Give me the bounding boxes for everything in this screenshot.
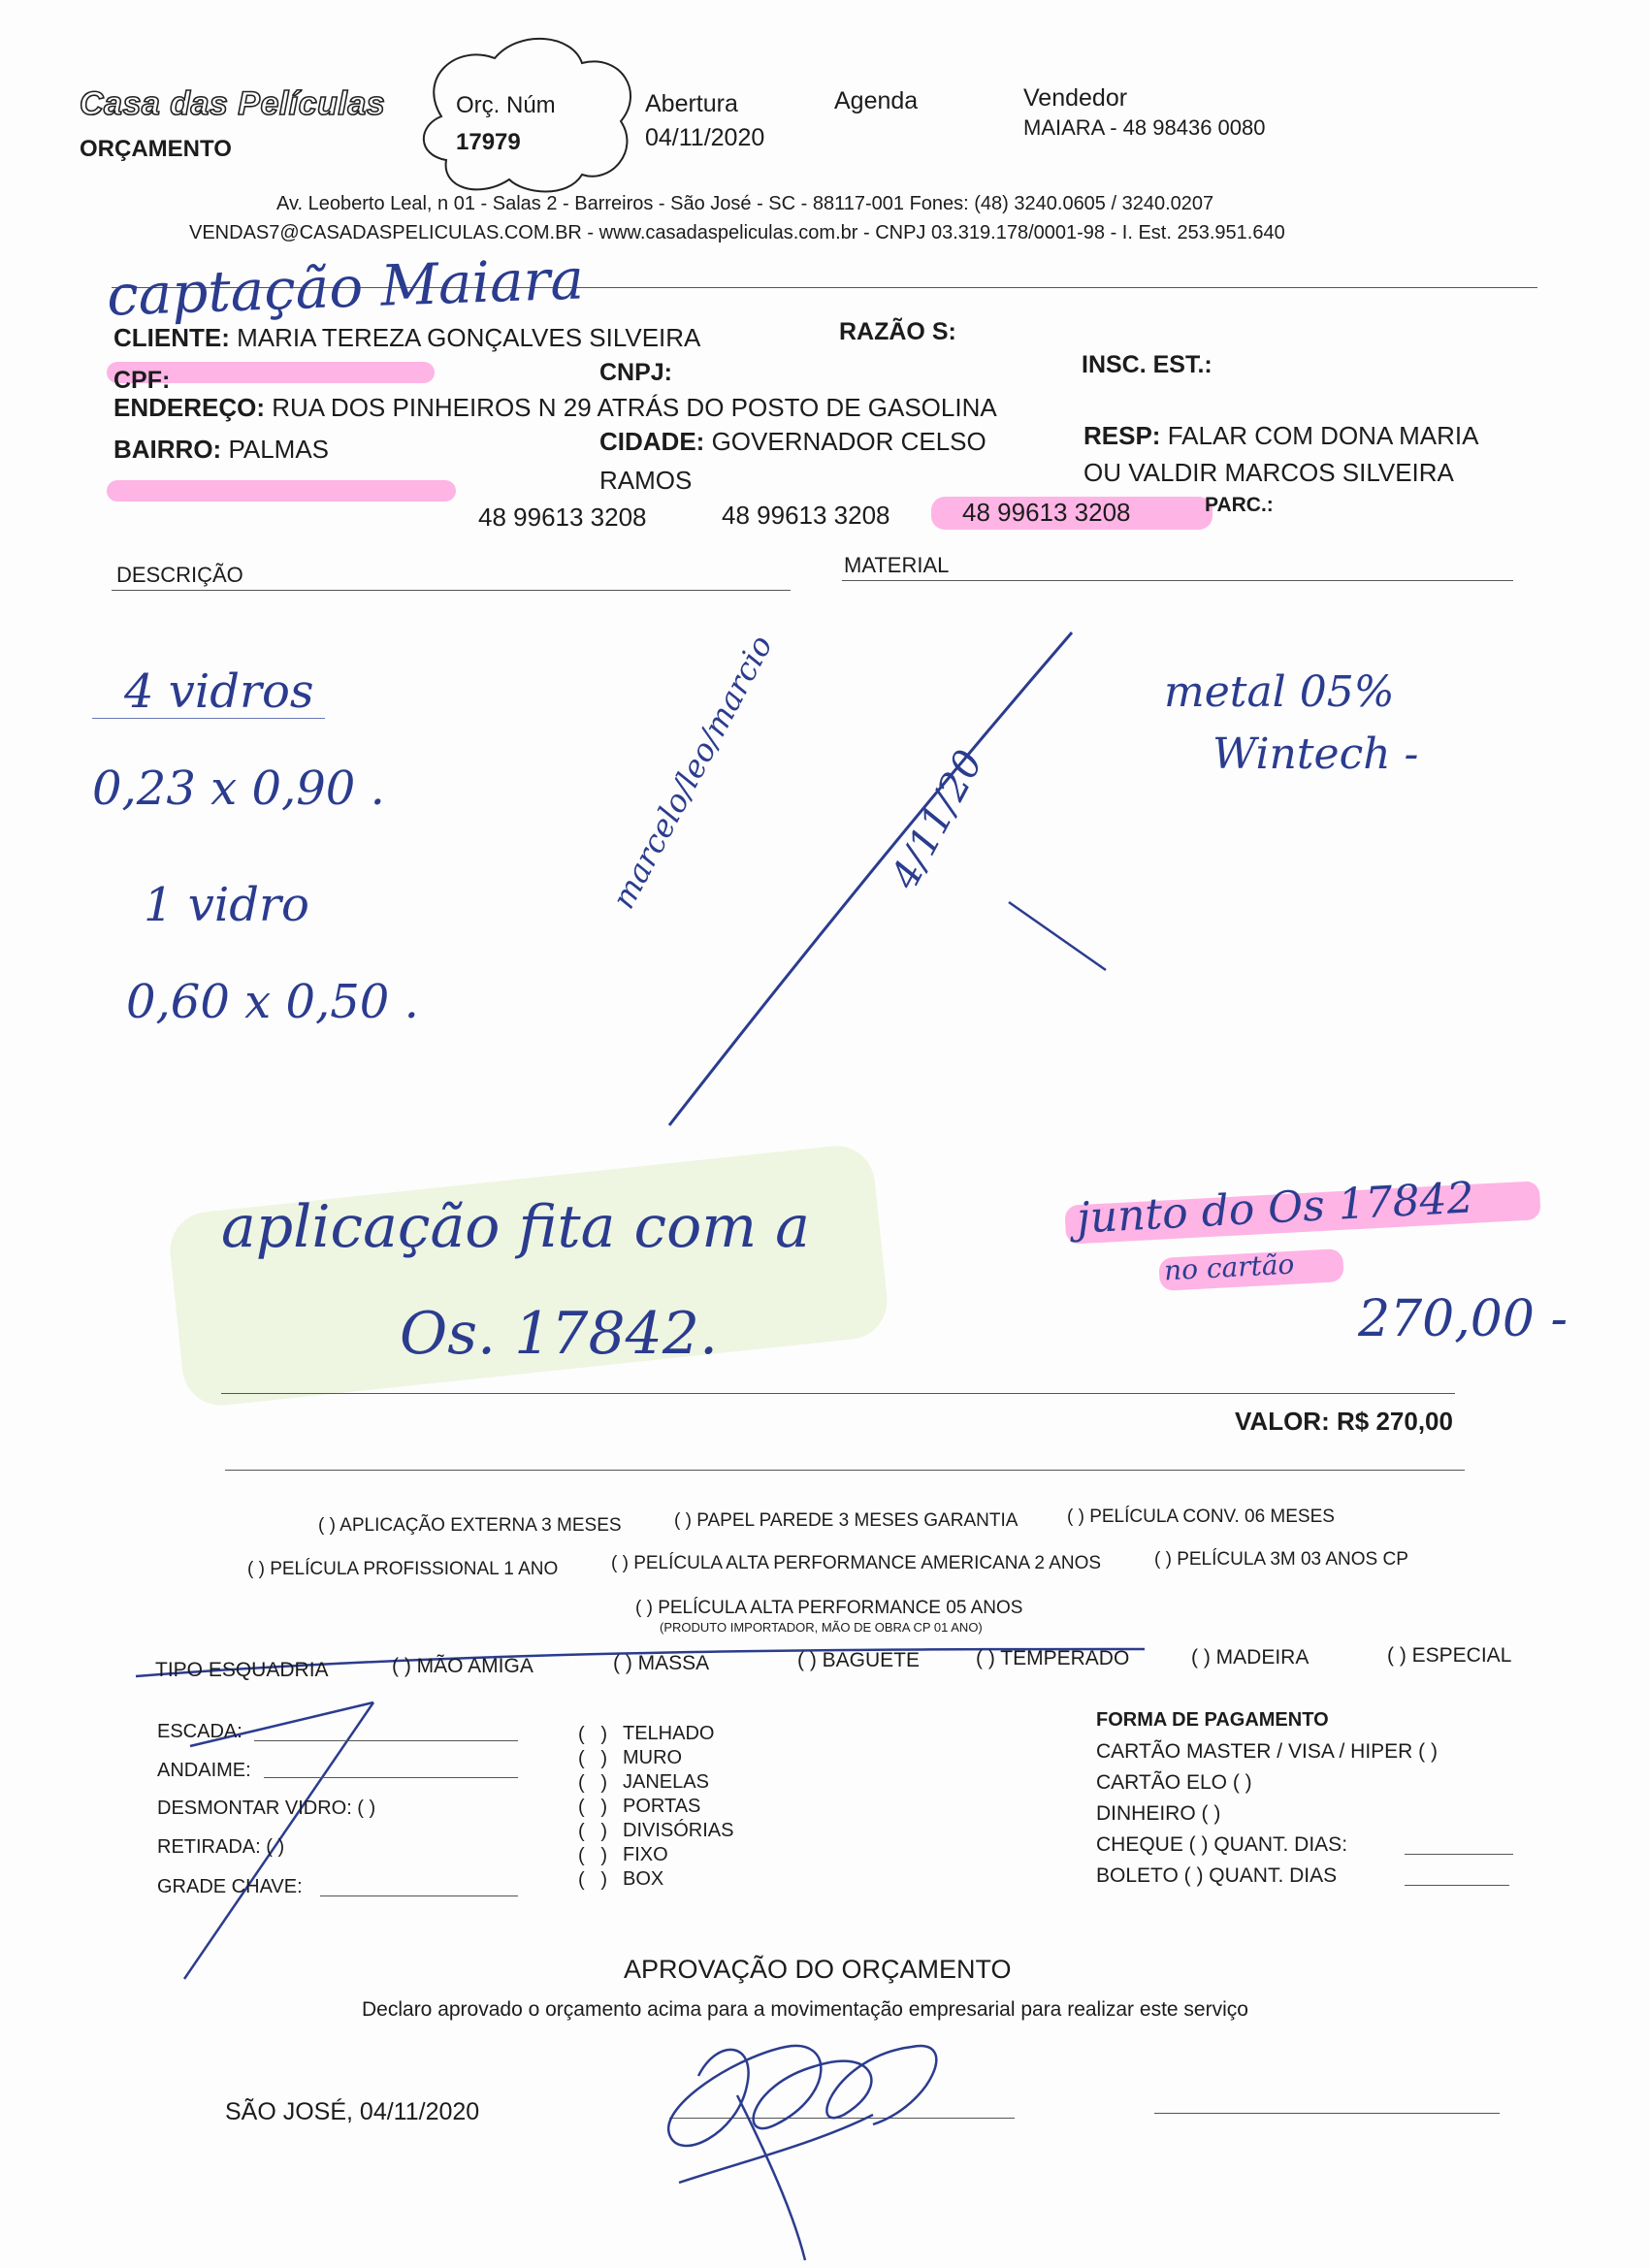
- middle-janelas[interactable]: JANELAS: [623, 1771, 709, 1793]
- agenda-label: Agenda: [834, 87, 919, 114]
- option-pelicula-conv[interactable]: ( ) PELÍCULA CONV. 06 MESES: [1067, 1507, 1335, 1527]
- payment-title: FORMA DE PAGAMENTO: [1096, 1709, 1329, 1731]
- option-pelicula-3m[interactable]: ( ) PELÍCULA 3M 03 ANOS CP: [1154, 1549, 1408, 1570]
- phone-2: 48 99613 3208: [722, 501, 890, 530]
- insc-label: INSC. EST.:: [1082, 351, 1212, 378]
- cidade-value-2: RAMOS: [599, 466, 693, 495]
- hand-measure-1: 0,23 x 0,90 .: [92, 761, 385, 816]
- cliente-label: CLIENTE:: [113, 323, 230, 352]
- phone-1: 48 99613 3208: [478, 502, 647, 532]
- blank-highlight: [107, 480, 456, 502]
- grade-label: GRADE CHAVE:: [157, 1876, 303, 1897]
- handwritten-captacao: captação Maiara: [105, 245, 585, 329]
- resp-row: [1083, 421, 1478, 451]
- hand-valor: 270,00 -: [1358, 1290, 1568, 1348]
- phone-3: 48 99613 3208: [962, 498, 1131, 527]
- middle-parens: ( ) ( ) ( ) ( ) ( ) ( ) ( ): [578, 1724, 607, 1891]
- hand-1-vidro: 1 vidro: [144, 878, 309, 932]
- middle-telhado[interactable]: TELHADO: [623, 1723, 715, 1744]
- andaime-line[interactable]: [264, 1777, 518, 1778]
- esquadria-mao-amiga[interactable]: ( ) MÃO AMIGA: [392, 1655, 534, 1677]
- hand-no-cartao: no cartão: [1163, 1247, 1296, 1287]
- bairro-value: PALMAS: [228, 435, 330, 464]
- esquadria-label: TIPO ESQUADRIA: [155, 1659, 329, 1681]
- material-header: MATERIAL: [844, 553, 950, 577]
- payment-dinheiro[interactable]: DINHEIRO ( ): [1096, 1802, 1221, 1825]
- endereco-label: ENDEREÇO:: [113, 393, 266, 422]
- middle-box[interactable]: BOX: [623, 1868, 664, 1890]
- desmontar-label[interactable]: DESMONTAR VIDRO: ( ): [157, 1798, 376, 1819]
- esquadria-baguete[interactable]: ( ) BAGUETE: [797, 1649, 921, 1671]
- hand-diagonal-names: marcelo/leo/marcio: [604, 629, 780, 915]
- middle-divisorias[interactable]: DIVISÓRIAS: [623, 1820, 734, 1841]
- option-pelicula-alta-05[interactable]: ( ) PELÍCULA ALTA PERFORMANCE 05 ANOS: [635, 1598, 1023, 1618]
- bairro-label: BAIRRO:: [113, 435, 222, 464]
- descricao-header: DESCRIÇÃO: [116, 563, 243, 587]
- hand-measure-2: 0,60 x 0,50 .: [126, 975, 419, 1029]
- middle-portas[interactable]: PORTAS: [623, 1796, 701, 1817]
- esquadria-massa[interactable]: ( ) MASSA: [613, 1652, 710, 1674]
- payment-boleto[interactable]: BOLETO ( ) QUANT. DIAS: [1096, 1864, 1338, 1887]
- hand-material-wintech: Wintech -: [1212, 729, 1419, 779]
- vendedor-label: Vendedor: [1023, 84, 1128, 112]
- approval-title: APROVAÇÃO DO ORÇAMENTO: [624, 1955, 1012, 1984]
- approval-statement: Declaro aprovado o orçamento acima para a movimentação empresarial para realizar este serviço: [362, 1998, 1248, 2021]
- hand-aplicacao: aplicação fita com a: [221, 1193, 810, 1261]
- option-aplicacao-externa[interactable]: ( ) APLICAÇÃO EXTERNA 3 MESES: [318, 1515, 622, 1536]
- doc-type: ORÇAMENTO: [80, 136, 232, 162]
- company-contact: VENDAS7@CASADASPELICULAS.COM.BR - www.casadaspeliculas.com.br - CNPJ 03.319.178/0001-98 - I. Est. 253.951.640: [189, 222, 1285, 243]
- valor-value: 270,00: [1375, 1407, 1453, 1436]
- descricao-rule: [112, 590, 791, 591]
- razao-label: RAZÃO S:: [839, 318, 956, 345]
- hand-material-metal: metal 05%: [1164, 667, 1395, 717]
- signature-line-2[interactable]: [1154, 2113, 1500, 2114]
- valor-row: [1235, 1407, 1453, 1437]
- resp-value-2: OU VALDIR MARCOS SILVEIRA: [1083, 458, 1454, 487]
- hand-junto: junto do Os 17842: [1075, 1173, 1475, 1244]
- esquadria-especial[interactable]: ( ) ESPECIAL: [1387, 1644, 1512, 1667]
- middle-fixo[interactable]: FIXO: [623, 1844, 668, 1865]
- middle-muro[interactable]: MURO: [623, 1747, 683, 1768]
- aplicacao-rule: [221, 1393, 1455, 1394]
- andaime-label: ANDAIME:: [157, 1760, 251, 1781]
- option-pelicula-note: (PRODUTO IMPORTADOR, MÃO DE OBRA CP 01 ANO): [660, 1620, 983, 1635]
- cidade-label: CIDADE:: [599, 427, 705, 456]
- signature-line-1[interactable]: [669, 2118, 1015, 2119]
- cheque-line[interactable]: [1405, 1854, 1513, 1855]
- bairro-row: [113, 435, 329, 465]
- cliente-value: MARIA TEREZA GONÇALVES SILVEIRA: [237, 323, 701, 352]
- orc-label: Orç. Núm: [456, 92, 556, 118]
- resp-label: RESP:: [1083, 421, 1161, 450]
- endereco-row: [113, 393, 997, 423]
- company-address: Av. Leoberto Leal, n 01 - Salas 2 - Barreiros - São José - SC - 88117-001 Fones: (48) 3240.0605 / 3240.0207: [276, 193, 1214, 214]
- hand-diagonal-date: 4/11/20: [882, 743, 992, 896]
- abertura-label: Abertura: [645, 90, 738, 117]
- cpf-label: CPF:: [113, 367, 171, 394]
- retirada-label[interactable]: RETIRADA: ( ): [157, 1836, 285, 1858]
- vendedor-value: MAIARA - 48 98436 0080: [1023, 115, 1266, 140]
- grade-line[interactable]: [320, 1895, 518, 1896]
- brand-logo: Casa das Películas: [80, 85, 386, 122]
- escada-label: ESCADA:: [157, 1721, 242, 1742]
- hand-os: Os. 17842.: [400, 1300, 719, 1368]
- valor-rule: [225, 1470, 1465, 1471]
- resp-value: FALAR COM DONA MARIA: [1167, 421, 1479, 450]
- cliente-row: [113, 323, 700, 353]
- esquadria-madeira[interactable]: ( ) MADEIRA: [1191, 1646, 1310, 1669]
- hand-underline: [92, 718, 325, 719]
- stain: [167, 1142, 891, 1409]
- place-date: SÃO JOSÉ, 04/11/2020: [225, 2098, 480, 2125]
- cidade-row: [599, 427, 986, 457]
- hand-4-vidros: 4 vidros: [124, 664, 314, 719]
- option-pelicula-americana[interactable]: ( ) PELÍCULA ALTA PERFORMANCE AMERICANA 2 ANOS: [611, 1553, 1102, 1573]
- endereco-value: RUA DOS PINHEIROS N 29 ATRÁS DO POSTO DE GASOLINA: [272, 393, 997, 422]
- boleto-line[interactable]: [1405, 1885, 1509, 1886]
- cnpj-label: CNPJ:: [599, 359, 673, 386]
- orc-number: 17979: [456, 129, 521, 155]
- payment-cartao-elo[interactable]: CARTÃO ELO ( ): [1096, 1771, 1252, 1794]
- esquadria-temperado[interactable]: ( ) TEMPERADO: [976, 1647, 1130, 1669]
- payment-cartao-master[interactable]: CARTÃO MASTER / VISA / HIPER ( ): [1096, 1740, 1439, 1763]
- option-papel-parede[interactable]: ( ) PAPEL PAREDE 3 MESES GARANTIA: [674, 1510, 1018, 1531]
- parc-label: PARC.:: [1205, 494, 1274, 516]
- valor-label: VALOR: R$: [1235, 1407, 1370, 1436]
- option-pelicula-profissional[interactable]: ( ) PELÍCULA PROFISSIONAL 1 ANO: [247, 1559, 559, 1579]
- cidade-value: GOVERNADOR CELSO: [711, 427, 986, 456]
- escada-line[interactable]: [254, 1740, 518, 1741]
- abertura-date: 04/11/2020: [645, 124, 765, 151]
- payment-cheque[interactable]: CHEQUE ( ) QUANT. DIAS:: [1096, 1833, 1348, 1856]
- material-rule: [842, 580, 1513, 581]
